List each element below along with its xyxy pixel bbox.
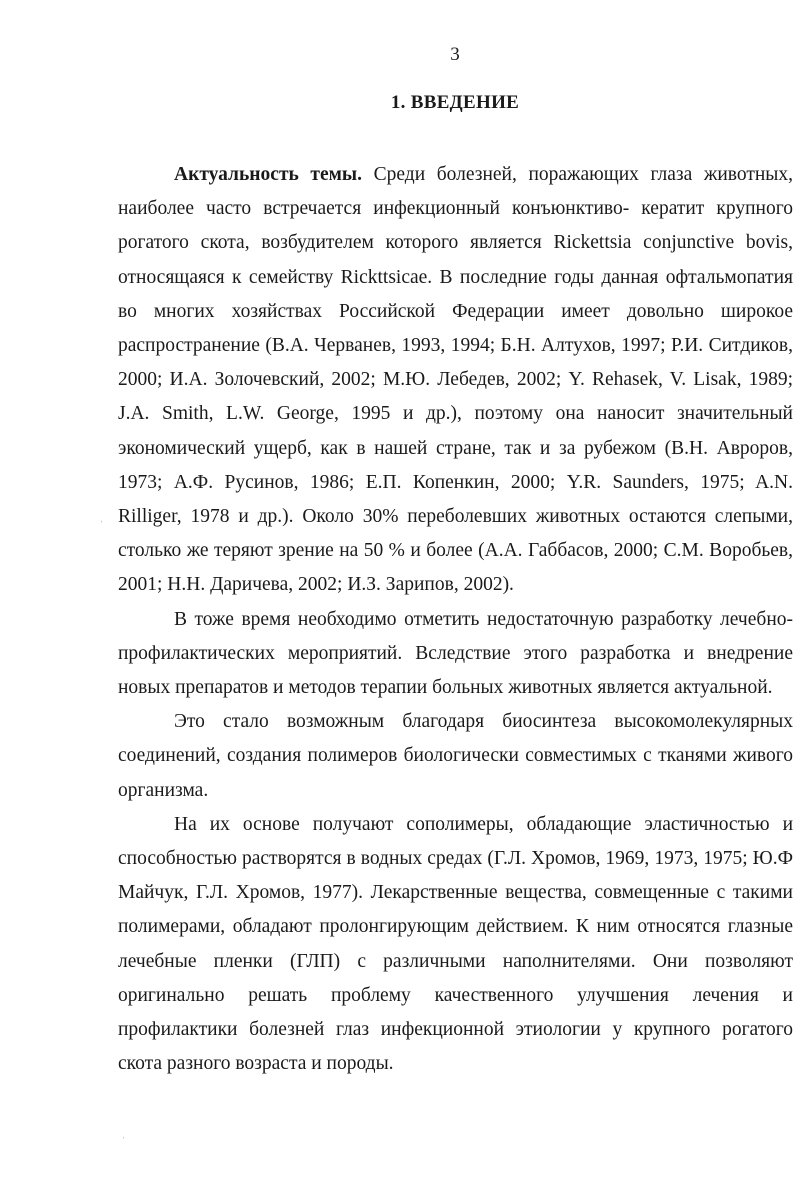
paragraph-text: Это стало возможным благодаря биосинтеза высокомолекулярных соединений, создания полимеров биологически совместимых с тканями живого организма.: [118, 711, 793, 801]
paragraph-copolymers: [118, 808, 793, 1082]
body-text: [118, 158, 793, 1081]
paragraph-biosynthesis: [118, 705, 793, 808]
paragraph-treatment: [118, 603, 793, 706]
paragraph-relevance: [118, 158, 793, 603]
section-heading: 1. ВВЕДЕНИЕ: [390, 92, 520, 113]
paragraph-text: В тоже время необходимо отметить недостаточную разработку лечебно-профилактических мероприятий. Вследствие этого разработка и внедрение новых препаратов и методов терапии больных животных является актуальной.: [118, 608, 793, 699]
paragraph-text: На их основе получают сополимеры, обладающие эластичностью и способностью растворятся в водных средах (Г.Л. Хромов, 1969, 1973, 1975; Ю.Ф Майчук, Г.Л. Хромов, 1977). Лекарственные вещества, совмещенные с такими полимерами, обладают пролонгирующим действием. К ним относятся глазные лечебные пленки (ГЛП) с различными наполнителями. Они позволяют оригинально решать проблему качественного улучшения лечения и профилактики болезней глаз инфекционной этиологии у крупного рогатого скота разного возраста и породы.: [118, 813, 793, 1075]
scan-speck-mark: ˌ: [122, 1128, 126, 1139]
paragraph-lead: Актуальность темы.: [174, 164, 363, 185]
paragraph-text: Среди болезней, поражающих глаза животных, наиболее часто встречается инфекционный конъюнктиво- кератит крупного рогатого скота, возбудителем которого является Rickettsia conjunctive bovis, относящаяся к семейству Rickttsicae. В последние годы данная офтальмопатия во многих хозяйствах Российской Федерации имеет довольно широкое распространение (В.А. Черванев, 1993, 1994; Б.Н. Алтухов, 1997; Р.И. Ситдиков, 2000; И.А. Золочевский, 2002; М.Ю. Лебедев, 2002; Y. Rehasek, V. Lisak, 1989; J.A. Smith, L.W. George, 1995 и др.), поэтому она наносит значительный экономический ущерб, как в нашей стране, так и за рубежом (В.Н. Авроров, 1973; А.Ф. Русинов, 1986; Е.П. Копенкин, 2000; Y.R. Saunders, 1975; A.N. Rilliger, 1978 и др.). Около 30% переболевших животных остаются слепыми, столько же теряют зрение на 50 % и более (А.А. Габбасов, 2000; С.М. Воробьев, 2001; Н.Н. Даричева, 2002; И.З. Зарипов, 2002).: [118, 164, 794, 596]
scan-speck-mark: ˌ: [100, 512, 104, 523]
page-number: 3: [450, 44, 460, 65]
